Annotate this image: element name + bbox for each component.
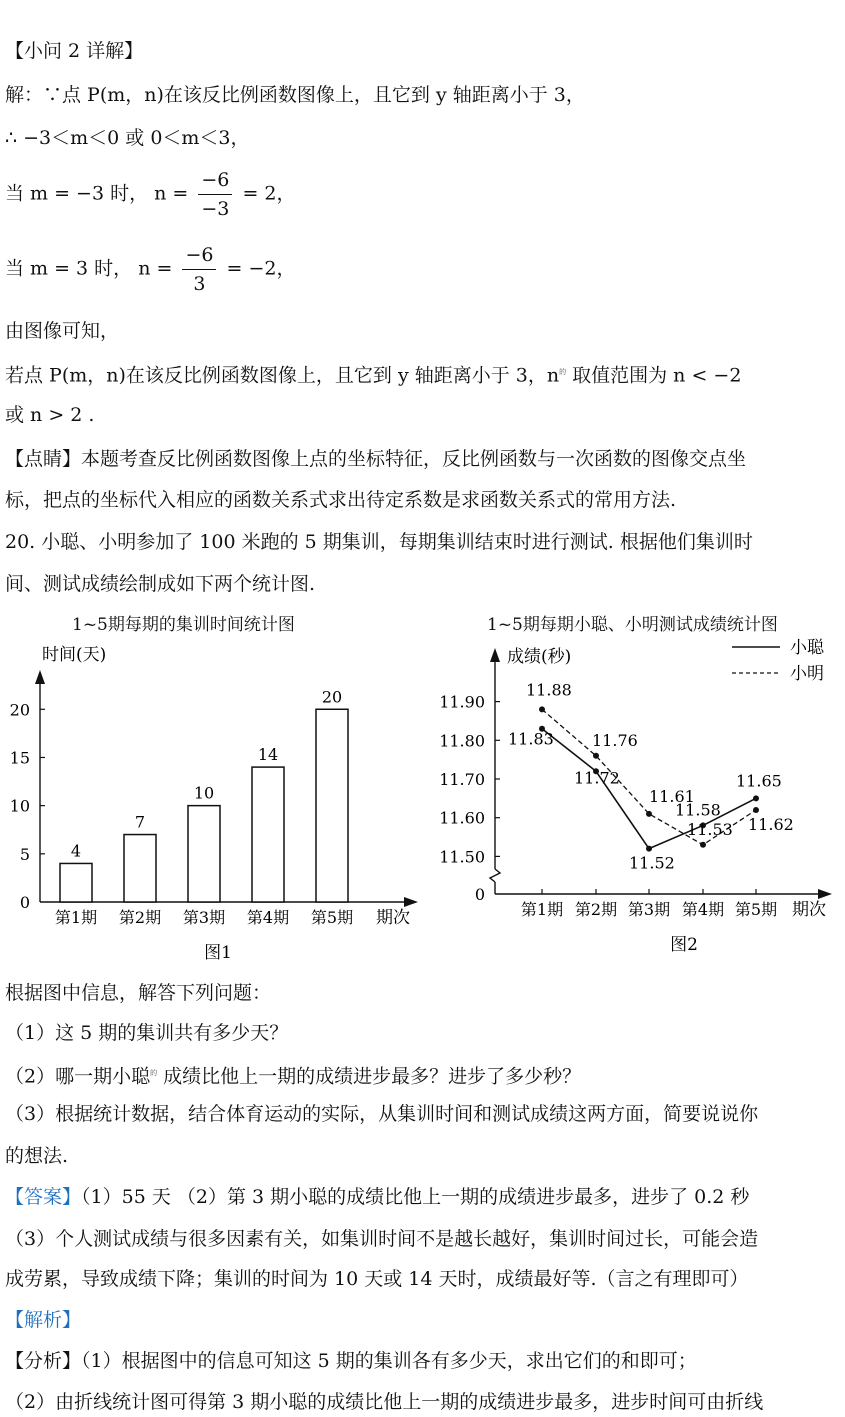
data-point	[646, 811, 652, 817]
chart-1-title: 1~5期每期的集训时间统计图	[72, 615, 295, 635]
data-label: 11.52	[629, 853, 675, 873]
y-axis-label: 成绩(秒)	[507, 647, 572, 667]
solution-line-3	[5, 168, 296, 221]
answer-line-1	[5, 1184, 749, 1210]
data-point	[646, 846, 652, 852]
y-axis-arrow	[490, 648, 500, 662]
commentary-line-1: 【点睛】本题考查反比例函数图像上点的坐标特征，反比例函数与一次函数的图像交点坐	[5, 448, 747, 470]
legend-label-2: 小明	[790, 664, 824, 684]
fraction-1-numerator: −6	[198, 168, 232, 195]
x-tick-label: 第4期	[681, 900, 725, 919]
chart-2-caption: 图2	[670, 935, 698, 955]
bar-value-label: 4	[70, 841, 82, 861]
questions-intro: 根据图中信息，解答下列问题：	[5, 982, 272, 1004]
data-label: 11.72	[574, 768, 620, 788]
data-label: 11.58	[675, 800, 721, 820]
data-label: 11.61	[649, 786, 695, 806]
bar-value-label: 10	[193, 783, 215, 803]
data-label: 11.62	[748, 814, 794, 834]
fraction-2	[182, 243, 216, 296]
chart-2-title: 1~5期每期小聪、小明测试成绩统计图	[487, 615, 778, 635]
solution-line-6-main: 若点 P(m，n)在该反比例函数图像上，且它到 y 轴距离小于 3，n	[5, 364, 560, 387]
question-3-line-2: 的想法.	[5, 1145, 69, 1167]
solution-line-3-pre: 当 m = −3 时， n =	[5, 182, 189, 205]
x-tick-label: 第5期	[310, 908, 354, 927]
solution-line-6-tiny: 的	[559, 368, 567, 376]
y-axis-label: 时间(天)	[42, 645, 107, 665]
bar-3	[188, 806, 220, 902]
solution-line-4-pre: 当 m = 3 时， n =	[5, 257, 173, 280]
x-tick-label: 第1期	[520, 900, 564, 919]
fraction-2-denominator: 3	[193, 273, 206, 295]
x-tick-label: 第2期	[118, 908, 162, 927]
question-2-pre: （2）哪一期小聪	[5, 1065, 151, 1088]
data-label: 11.88	[526, 680, 572, 700]
bar-1	[60, 863, 92, 902]
analysis-line-1: 【分析】（1）根据图中的信息可知这 5 期的集训各有多少天，求出它们的和即可；	[5, 1350, 697, 1372]
bar-2	[124, 835, 156, 902]
problem-20-line-2: 间、测试成绩绘制成如下两个统计图.	[5, 573, 316, 595]
data-label: 11.65	[736, 771, 782, 791]
y-tick-label: 0	[474, 885, 485, 904]
analysis-label: 【解析】	[5, 1309, 82, 1331]
solution-line-6-post: 取值范围为 n < −2	[566, 364, 742, 387]
fraction-1	[198, 168, 232, 221]
y-tick-label: 11.90	[439, 692, 485, 712]
x-tick-label: 第5期	[734, 900, 778, 919]
chart-2-line	[430, 630, 845, 970]
question-1: （1）这 5 期的集训共有多少天？	[5, 1022, 289, 1044]
analysis-line-2: （2）由折线统计图可得第 3 期小聪的成绩比他上一期的成绩进步最多，进步时间可由折线	[5, 1391, 764, 1413]
solution-line-7: 或 n > 2 .	[5, 404, 95, 426]
data-point	[539, 706, 545, 712]
data-point	[700, 842, 706, 848]
problem-20-line-1: 20. 小聪、小明参加了 100 米跑的 5 期集训，每期集训结束时进行测试. 根据他们集训时	[5, 531, 753, 553]
question-2-post: 成绩比他上一期的成绩进步最多？进步了多少秒？	[157, 1065, 582, 1088]
solution-line-4	[5, 243, 296, 296]
solution-line-6	[5, 359, 741, 388]
x-tick-label: 第3期	[182, 908, 226, 927]
data-label: 11.53	[687, 819, 733, 839]
y-tick-label: 11.50	[439, 847, 485, 867]
subquestion-heading: 【小问 2 详解】	[5, 40, 144, 62]
commentary-line-2: 标，把点的坐标代入相应的函数关系式求出待定系数是求函数关系式的常用方法.	[5, 489, 677, 511]
answer-text-1: （1）55 天 （2）第 3 期小聪的成绩比他上一期的成绩进步最多，进步了 0.2 秒	[81, 1186, 750, 1208]
x-axis-arrow	[404, 897, 418, 907]
bar-value-label: 7	[134, 812, 146, 832]
solution-line-5: 由图像可知，	[5, 320, 120, 342]
y-tick-label: 15	[9, 748, 30, 768]
question-2	[5, 1060, 581, 1089]
solution-line-4-post: = −2，	[226, 257, 296, 280]
legend-label-1: 小聪	[790, 638, 824, 658]
bar-4	[252, 767, 284, 902]
bar-value-label: 14	[257, 745, 279, 765]
x-axis-arrow	[818, 889, 832, 899]
fraction-2-numerator: −6	[182, 243, 216, 270]
solution-line-2: ∴ −3＜m＜0 或 0＜m＜3，	[5, 127, 250, 149]
y-tick-label: 0	[19, 893, 30, 912]
y-axis-break	[490, 869, 500, 882]
data-point	[593, 753, 599, 759]
data-label: 11.76	[592, 730, 638, 750]
y-tick-label: 5	[19, 844, 30, 864]
answer-line-2: （3）个人测试成绩与很多因素有关，如集训时间不是越长越好，集训时间过长，可能会造	[5, 1228, 759, 1250]
solution-line-3-post: = 2，	[242, 182, 296, 205]
x-axis-label: 期次	[792, 900, 826, 920]
y-tick-label: 10	[9, 796, 30, 816]
x-tick-label: 第1期	[54, 908, 98, 927]
bar-value-label: 20	[321, 687, 343, 707]
x-tick-label: 第4期	[246, 908, 290, 927]
solution-line-1: 解：∵点 P(m，n)在该反比例函数图像上，且它到 y 轴距离小于 3，	[5, 84, 585, 106]
data-point	[753, 807, 759, 813]
bar-5	[316, 709, 348, 902]
y-tick-label: 11.80	[439, 731, 485, 751]
x-axis-label: 期次	[376, 908, 410, 928]
x-tick-label: 第3期	[627, 900, 671, 919]
question-2-tiny: 的	[150, 1069, 158, 1077]
question-3-line-1: （3）根据统计数据，结合体育运动的实际，从集训时间和测试成绩这两方面，简要说说你	[5, 1103, 759, 1125]
y-axis-arrow	[35, 670, 45, 684]
y-tick-label: 11.70	[439, 770, 485, 789]
y-tick-label: 11.60	[439, 808, 485, 828]
fraction-1-denominator: −3	[201, 198, 230, 220]
data-label: 11.83	[508, 729, 554, 749]
chart-1-bar	[0, 630, 430, 970]
answer-line-3: 成劳累，导致成绩下降；集训的时间为 10 天或 14 天时，成绩最好等.（言之有理即可）	[5, 1268, 749, 1290]
x-tick-label: 第2期	[574, 900, 618, 919]
y-tick-label: 20	[9, 700, 30, 720]
data-point	[753, 795, 759, 801]
chart-1-caption: 图1	[204, 943, 232, 963]
answer-label: 【答案】	[5, 1186, 82, 1208]
